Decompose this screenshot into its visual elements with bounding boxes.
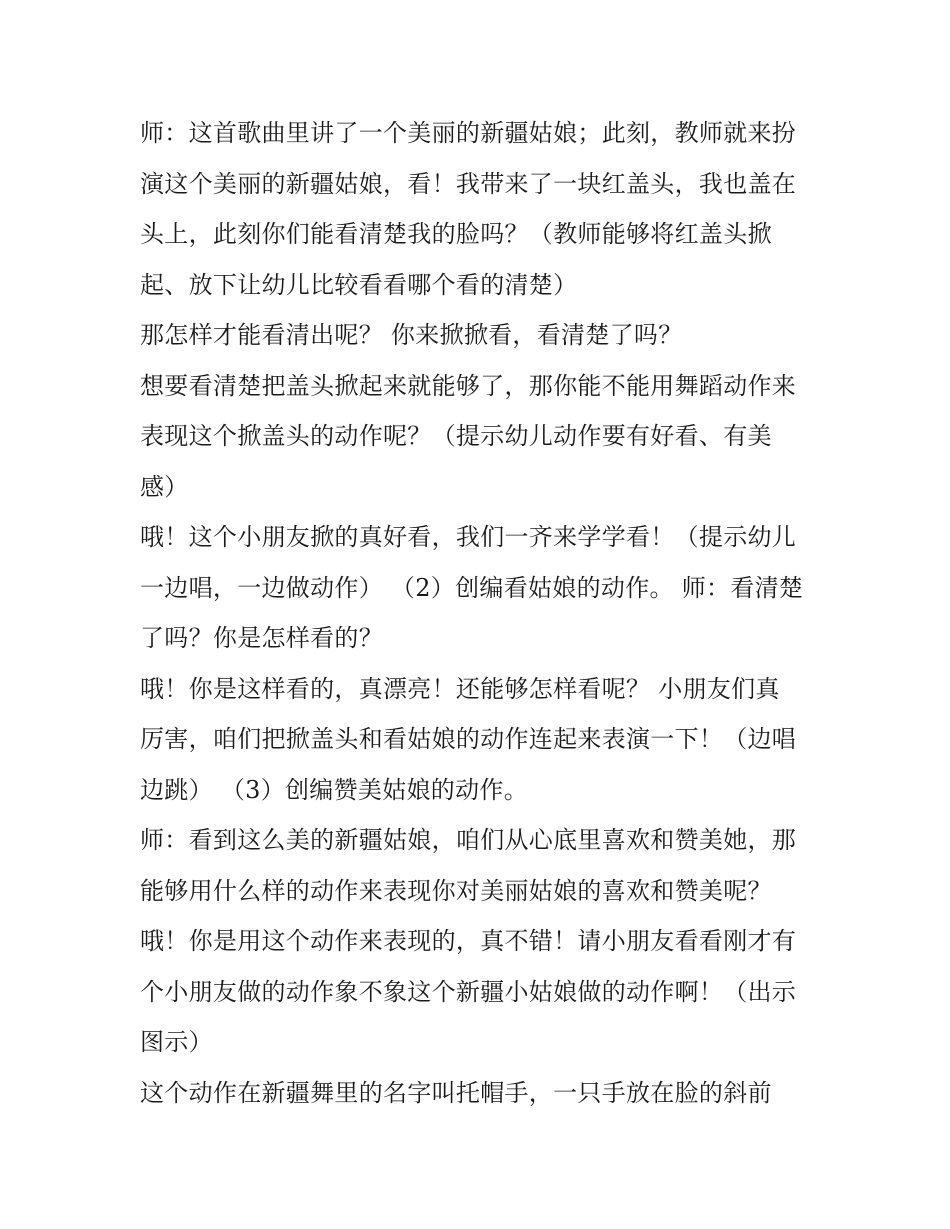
text-line: 表现这个掀盖头的动作呢？（提示幼儿动作要有好看、有美 (140, 422, 772, 450)
text-line: 那怎样才能看清出呢？ 你来掀掀看，看清楚了吗？ (140, 321, 683, 349)
text-line: 了吗？你是怎样看的？ (140, 624, 383, 652)
text-line: 演这个美丽的新疆姑娘，看！我带来了一块红盖头，我也盖在 (140, 169, 797, 198)
text-line: 一边唱，一边做动作） （2）创编看姑娘的动作。 师：看清楚 (140, 573, 804, 602)
text-line: 感） (140, 472, 189, 501)
text-line: 哦！这个小朋友掀的真好看，我们一齐来学学看！（提示幼儿 (140, 523, 797, 551)
text-line: 边跳） （3）创编赞美姑娘的动作。 (140, 775, 528, 804)
text-line: 想要看清楚把盖头掀起来就能够了，那你能不能用舞蹈动作来 (140, 371, 797, 400)
text-line: 图示） (140, 1028, 213, 1056)
text-line: 师：这首歌曲里讲了一个美丽的新疆姑娘；此刻，教师就来扮 (140, 119, 797, 147)
document-body (140, 108, 820, 1118)
text-line: 这个动作在新疆舞里的名字叫托帽手，一只手放在脸的斜前 (140, 1078, 772, 1107)
text-line: 师：看到这么美的新疆姑娘，咱们从心底里喜欢和赞美她，那 (140, 826, 797, 854)
text-line: 哦！你是用这个动作来表现的，真不错！请小朋友看看刚才有 (140, 927, 797, 955)
text-line: 哦！你是这样看的，真漂亮！还能够怎样看呢？ 小朋友们真 (140, 674, 780, 703)
text-line: 能够用什么样的动作来表现你对美丽姑娘的喜欢和赞美呢？ (140, 876, 772, 905)
text-line: 厉害，咱们把掀盖头和看姑娘的动作连起来表演一下！（边唱 (140, 725, 797, 753)
text-line: 头上，此刻你们能看清楚我的脸吗？（教师能够将红盖头掀 (140, 220, 772, 248)
text-line: 个小朋友做的动作象不象这个新疆小姑娘做的动作啊！（出示 (140, 977, 797, 1006)
text-line: 起、放下让幼儿比较看看哪个看的清楚） (140, 270, 578, 299)
